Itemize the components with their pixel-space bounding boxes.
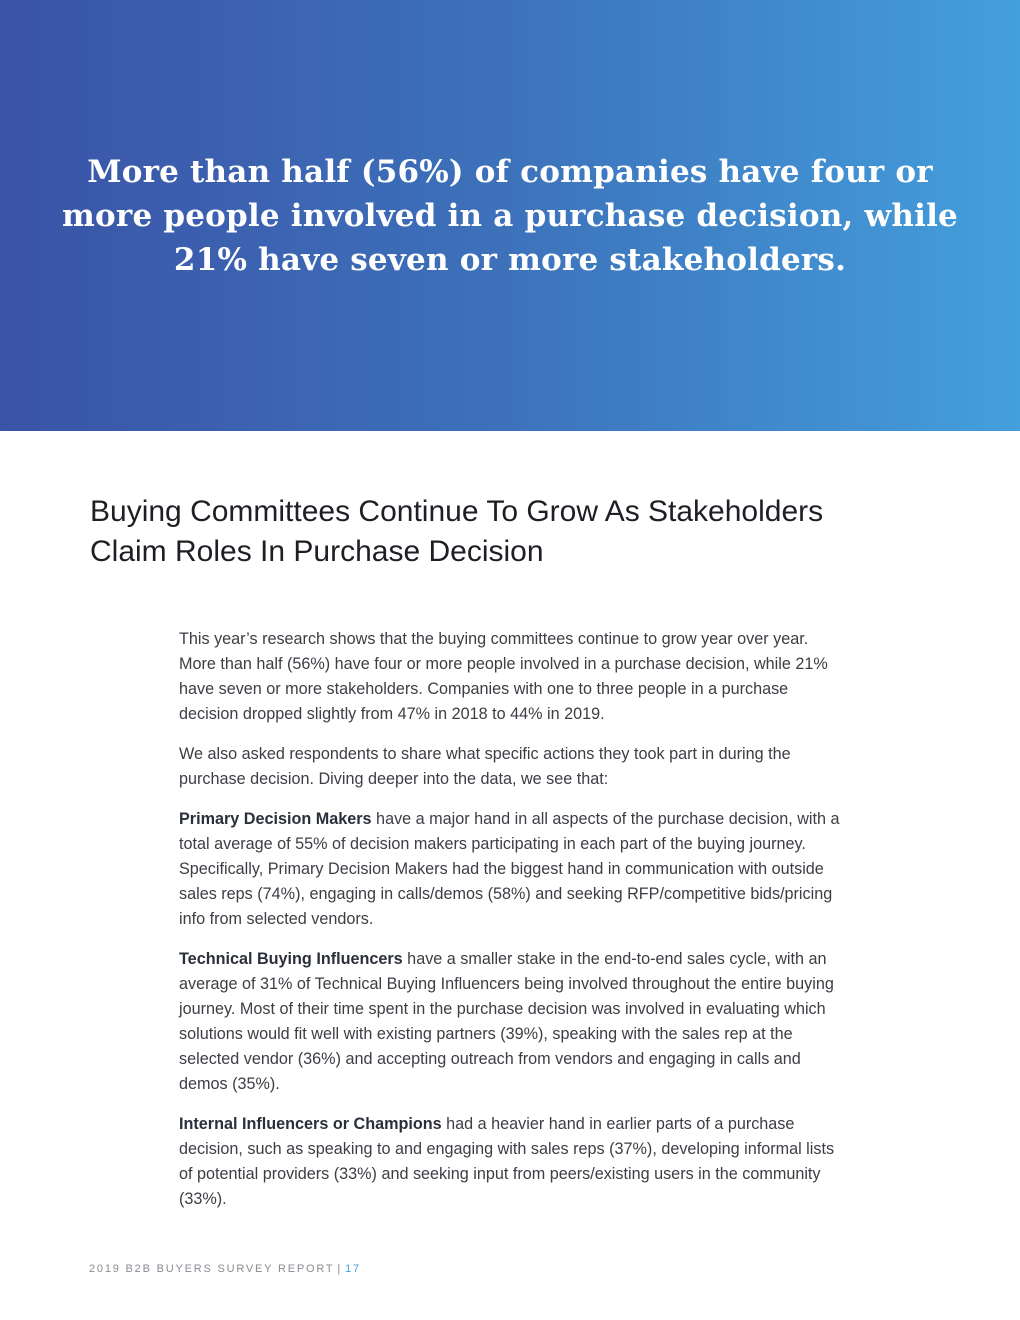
hero-quote: More than half (56%) of companies have four or more people involved in a purchase decision, while 21% have seven or more stakeholders. [62, 154, 958, 278]
technical-buying-influencers-text: have a smaller stake in the end-to-end sales cycle, with an average of 31% of Technical Buying Influencers being involved throughout the entire buying journey. Most of their time spent in the purchase decision was involved in evaluating which solutions would fit well with existing partners (39%), speaking with the sales rep at the selected vendor (36%) and accepting outreach from vendors and engaging in calls and demos (35%). [179, 950, 834, 1093]
paragraph-technical-buying-influencers [179, 947, 849, 1097]
paragraph-internal-influencers [179, 1112, 849, 1212]
page-number: 17 [345, 1263, 361, 1275]
internal-influencers-text: had a heavier hand in earlier parts of a purchase decision, such as speaking to and engaging with sales reps (37%), developing informal lists of potential providers (33%) and seeking input from peers/existing users in the community (33%). [179, 1115, 835, 1208]
technical-buying-influencers-heading: Technical Buying Influencers [179, 950, 403, 968]
paragraph-actions: We also asked respondents to share what specific actions they took part in during the purchase decision. Diving deeper into the data, we see that: [179, 745, 791, 788]
primary-decision-makers-text: have a major hand in all aspects of the purchase decision, with a total average of 55% of decision makers participating in each part of the buying journey. Specifically, Primary Decision Makers had the biggest hand in communication with outside sales reps (74%), engaging in calls/demos (58%) and seeking RFP/competitive bids/pricing info from selected vendors. [179, 810, 840, 928]
section-title: Buying Committees Continue To Grow As Stakeholders Claim Roles In Purchase Decision [90, 495, 824, 568]
paragraph-intro: This year’s research shows that the buying committees continue to grow year over year. More than half (56%) have four or more people involved in a purchase decision, while 21% have seven or more stakeholders. Companies with one to three people in a purchase decision dropped slightly from 47% in 2018 to 44% in 2019. [179, 630, 828, 723]
page-footer [89, 1263, 361, 1275]
paragraph-primary-decision-makers [179, 807, 849, 932]
report-name: 2019 B2B BUYERS SURVEY REPORT [89, 1263, 335, 1275]
internal-influencers-heading: Internal Influencers or Champions [179, 1115, 442, 1133]
footer-separator: | [337, 1263, 343, 1275]
primary-decision-makers-heading: Primary Decision Makers [179, 810, 372, 828]
body-text [179, 627, 849, 1227]
hero-banner [0, 0, 1020, 431]
